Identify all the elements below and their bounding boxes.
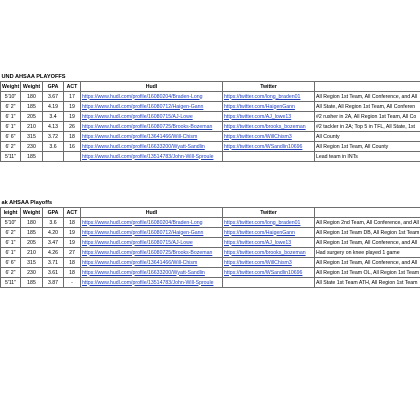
hudl-link[interactable]: https://www.hudl.com/profile/16080725/Brooks-Bozeman	[81, 248, 223, 258]
header-twitter: Twitter	[223, 208, 315, 218]
header-hudl: Hudl	[81, 82, 223, 92]
twitter-link[interactable]: https://twitter.com/HaigenGann	[223, 228, 315, 238]
gpa-cell: 4.13	[43, 122, 64, 132]
act-cell: 17	[64, 92, 81, 102]
hudl-link[interactable]: https://www.hudl.com/profile/16080725/Brooks-Bozeman	[81, 122, 223, 132]
weight-cell: 210	[21, 122, 43, 132]
table-row	[1, 268, 420, 278]
act-cell: 16	[64, 142, 81, 152]
height-cell: 5'10"	[1, 218, 21, 228]
table-row	[1, 218, 420, 228]
hudl-link[interactable]: https://www.hudl.com/profile/13641466/Will-Chism	[81, 258, 223, 268]
weight-cell: 230	[21, 268, 43, 278]
act-cell: 27	[64, 248, 81, 258]
act-cell	[64, 152, 81, 162]
roster-table-2	[0, 198, 420, 288]
weight-cell: 210	[21, 248, 43, 258]
gpa-cell: 3.67	[43, 92, 64, 102]
twitter-link	[223, 278, 315, 288]
twitter-link	[223, 152, 315, 162]
gpa-cell: 3.87	[43, 278, 64, 288]
weight-cell: 185	[21, 102, 43, 112]
twitter-link[interactable]: https://twitter.com/brooks_bozeman	[223, 248, 315, 258]
twitter-link[interactable]: https://twitter.com/WillChism3	[223, 132, 315, 142]
header-height: Weight	[2, 83, 20, 90]
header-row	[1, 208, 420, 218]
table-row	[1, 228, 420, 238]
gpa-cell: 3.72	[43, 132, 64, 142]
gpa-cell: 3.4	[43, 112, 64, 122]
gpa-cell: 3.71	[43, 258, 64, 268]
section-2	[0, 198, 420, 288]
table-row	[1, 92, 420, 102]
table-row	[1, 142, 420, 152]
header-row	[1, 82, 420, 92]
act-cell: -	[64, 278, 81, 288]
weight-cell: 205	[21, 238, 43, 248]
weight-cell: 185	[21, 278, 43, 288]
gpa-cell: 3.6	[43, 142, 64, 152]
weight-cell: 180	[21, 218, 43, 228]
twitter-link[interactable]: https://twitter.com/AJ_lowe13	[223, 112, 315, 122]
section-title: UND AHSAA PLAYOFFS	[1, 72, 420, 82]
table-row	[1, 112, 420, 122]
table-row	[1, 278, 420, 288]
table-row	[1, 102, 420, 112]
notes-cell: All Region 1st Team, All Conference, and All	[315, 258, 420, 268]
header-gpa: GPA	[43, 82, 64, 92]
hudl-link[interactable]: https://www.hudl.com/profile/16633200/Wyatt-Sandlin	[81, 142, 223, 152]
hudl-link[interactable]: https://www.hudl.com/profile/16080715/AJ-Lowe	[81, 112, 223, 122]
gpa-cell: 4.20	[43, 228, 64, 238]
weight-cell: 315	[21, 258, 43, 268]
notes-cell: Had surgery on knee played 1 game	[315, 248, 420, 258]
section-title: ak AHSAA Playoffs	[1, 198, 420, 208]
roster-table-1	[0, 72, 420, 162]
height-cell: 6' 2"	[1, 228, 21, 238]
act-cell: 18	[64, 258, 81, 268]
hudl-link[interactable]: https://www.hudl.com/profile/16080204/Braden-Long	[81, 92, 223, 102]
hudl-link[interactable]: https://www.hudl.com/profile/16633200/Wyatt-Sandlin	[81, 268, 223, 278]
header-notes	[315, 82, 420, 92]
height-cell: 6' 1"	[1, 122, 21, 132]
notes-cell: #2 tackler in 2A; Top 5 in TFL, All State, 1st	[315, 122, 420, 132]
notes-cell: All State 1st Team ATH, All Region 1st Team	[315, 278, 420, 288]
height-cell: 5'11"	[1, 152, 21, 162]
notes-cell: All Region 1st Team, All County	[315, 142, 420, 152]
height-cell: 6' 6"	[1, 132, 21, 142]
header-hudl: Hudl	[81, 208, 223, 218]
section-1	[0, 72, 420, 162]
height-cell: 6' 1"	[1, 238, 21, 248]
height-cell: 6' 2"	[1, 268, 21, 278]
table-row	[1, 248, 420, 258]
notes-cell: Lead team in INTs	[315, 152, 420, 162]
hudl-link[interactable]: https://www.hudl.com/profile/13514783/John-Will-Sproule	[81, 278, 223, 288]
header-gpa: GPA	[43, 208, 64, 218]
gpa-cell: 3.6	[43, 218, 64, 228]
hudl-link[interactable]: https://www.hudl.com/profile/16080204/Braden-Long	[81, 218, 223, 228]
height-cell: 6' 1"	[1, 248, 21, 258]
height-cell: 6' 2"	[1, 142, 21, 152]
gpa-cell: 4.19	[43, 102, 64, 112]
height-cell: 6' 2"	[1, 102, 21, 112]
act-cell: 18	[64, 132, 81, 142]
header-height: leight	[1, 208, 21, 218]
header-weight: Weight	[21, 208, 43, 218]
twitter-link[interactable]: https://twitter.com/WSandlin10696	[223, 142, 315, 152]
table-row	[1, 238, 420, 248]
notes-cell: All Region 1st Team OL, All Region 1st Team	[316, 269, 420, 276]
twitter-link[interactable]: https://twitter.com/HaigenGann	[223, 102, 315, 112]
twitter-link[interactable]: https://twitter.com/WillChism3	[223, 258, 315, 268]
act-cell: 19	[64, 238, 81, 248]
twitter-link[interactable]: https://twitter.com/long_braden01	[223, 92, 315, 102]
header-act: ACT	[64, 208, 81, 218]
twitter-link[interactable]: https://twitter.com/brooks_bozeman	[223, 122, 315, 132]
header-notes	[315, 208, 420, 218]
table-row	[1, 132, 420, 142]
weight-cell: 180	[21, 92, 43, 102]
gpa-cell: 3.61	[43, 268, 64, 278]
height-cell: 6' 1"	[1, 112, 21, 122]
notes-cell: #2 rusher in 2A, All Region 1st Team, All Co	[315, 112, 420, 122]
act-cell: 18	[64, 268, 81, 278]
notes-cell: All State, All Region 1st Team, All Conferen	[315, 102, 420, 112]
gpa-cell: 4.26	[43, 248, 64, 258]
notes-cell: All Region 1st Team, All Conference, and All	[315, 238, 420, 248]
weight-cell: 185	[21, 228, 43, 238]
notes-cell: All Region 1st Team, All Conference, and All	[315, 92, 420, 102]
table-row	[1, 122, 420, 132]
header-weight: Weight	[21, 82, 43, 92]
act-cell: 19	[64, 102, 81, 112]
gpa-cell: 3.47	[43, 238, 64, 248]
twitter-link[interactable]: https://twitter.com/WSandlin10696	[223, 268, 315, 278]
height-cell: 6' 6"	[1, 258, 21, 268]
notes-cell: All Region 2nd Team, All Conference, and All	[316, 219, 419, 226]
act-cell: 18	[64, 218, 81, 228]
header-act: ACT	[64, 82, 81, 92]
hudl-link[interactable]: https://www.hudl.com/profile/13641466/Will-Chism	[81, 132, 223, 142]
hudl-link[interactable]: https://www.hudl.com/profile/16080712/Haigen-Gann	[81, 102, 223, 112]
twitter-link[interactable]: https://twitter.com/AJ_lowe13	[223, 238, 315, 248]
weight-cell: 230	[21, 142, 43, 152]
hudl-link[interactable]: https://www.hudl.com/profile/16080715/AJ-Lowe	[81, 238, 223, 248]
notes-cell: All County	[315, 132, 420, 142]
notes-cell: All Region 1st Team DB, All Region 1st Team	[316, 229, 420, 236]
table-row	[1, 258, 420, 268]
act-cell: 19	[64, 228, 81, 238]
table-row	[1, 152, 420, 162]
weight-cell: 185	[21, 152, 43, 162]
weight-cell: 315	[21, 132, 43, 142]
act-cell: 26	[64, 122, 81, 132]
act-cell: 19	[64, 112, 81, 122]
height-cell: 5'11"	[1, 278, 21, 288]
twitter-link[interactable]: https://twitter.com/long_braden01	[223, 218, 315, 228]
header-twitter: Twitter	[223, 82, 315, 92]
height-cell: 5'10"	[1, 92, 21, 102]
gpa-cell	[43, 152, 64, 162]
hudl-link[interactable]: https://www.hudl.com/profile/16080712/Haigen-Gann	[81, 228, 223, 238]
weight-cell: 205	[21, 112, 43, 122]
hudl-link[interactable]: https://www.hudl.com/profile/13514783/John-Will-Sproule	[81, 152, 223, 162]
